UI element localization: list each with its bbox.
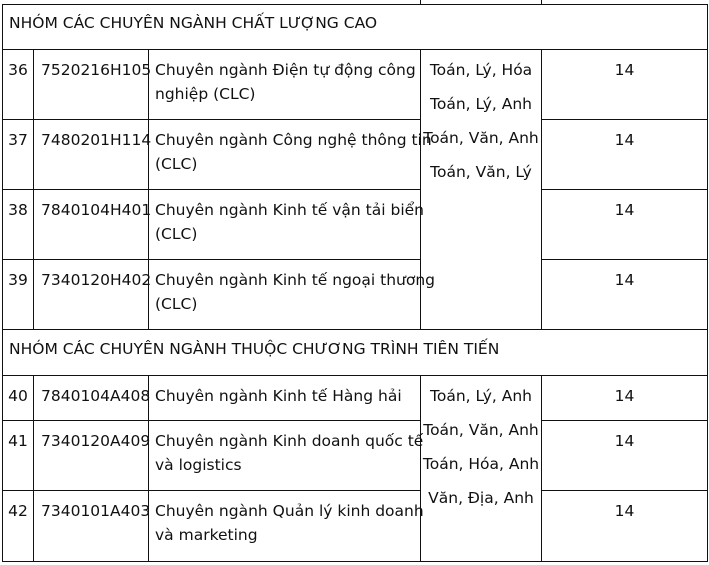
rule-row37-bottom bbox=[2, 189, 420, 190]
rule-row40-bottom bbox=[2, 420, 420, 421]
subject-combo: Văn, Địa, Anh bbox=[428, 489, 534, 507]
stt-cell: 42 bbox=[8, 502, 28, 520]
rule-group1-bottom bbox=[2, 329, 708, 330]
score-cell: 14 bbox=[614, 387, 635, 405]
name-line-1: Chuyên ngành Kinh tế Hàng hải bbox=[155, 387, 402, 405]
group-title: NHÓM CÁC CHUYÊN NGÀNH THUỘC CHƯƠNG TRÌNH TIÊN TIẾN bbox=[9, 340, 500, 358]
code-cell: 7340120A409 bbox=[41, 432, 151, 450]
rule-row36-bottom-score bbox=[541, 119, 708, 120]
name-line-2: nghiệp (CLC) bbox=[155, 85, 256, 103]
name-line-1: Chuyên ngành Kinh doanh quốc tế bbox=[155, 432, 424, 450]
rule-g1-stt bbox=[33, 49, 34, 330]
score-cell: 14 bbox=[614, 502, 635, 520]
stt-cell: 40 bbox=[8, 387, 28, 405]
stt-cell: 39 bbox=[8, 271, 28, 289]
rule-top bbox=[2, 4, 708, 5]
subject-combo: Toán, Văn, Lý bbox=[430, 163, 532, 181]
name-line-1: Chuyên ngành Kinh tế ngoại thương bbox=[155, 271, 435, 289]
rule-row38-bottom-score bbox=[541, 259, 708, 260]
name-line-2: (CLC) bbox=[155, 225, 198, 243]
name-line-2: (CLC) bbox=[155, 295, 198, 313]
name-line-1: Chuyên ngành Quản lý kinh doanh bbox=[155, 502, 424, 520]
rule-bottom bbox=[2, 561, 708, 562]
subject-combo: Toán, Lý, Anh bbox=[430, 387, 532, 405]
name-line-2: (CLC) bbox=[155, 155, 198, 173]
subject-combo: Toán, Văn, Anh bbox=[423, 129, 539, 147]
stt-cell: 36 bbox=[8, 61, 28, 79]
subject-combo: Toán, Lý, Hóa bbox=[429, 61, 533, 79]
rule-top-col2b bbox=[420, 0, 421, 5]
score-cell: 14 bbox=[614, 432, 635, 450]
rule-row41-bottom bbox=[2, 490, 420, 491]
name-line-1: Chuyên ngành Điện tự động công bbox=[155, 61, 416, 79]
rule-top-col3 bbox=[541, 0, 542, 5]
score-cell: 14 bbox=[614, 131, 635, 149]
name-line-2: và marketing bbox=[155, 526, 258, 544]
rule-row38-bottom bbox=[2, 259, 420, 260]
score-cell: 14 bbox=[614, 61, 635, 79]
code-cell: 7520216H105 bbox=[41, 61, 152, 79]
name-line-1: Chuyên ngành Kinh tế vận tải biển bbox=[155, 201, 424, 219]
rule-group1-header-bottom bbox=[2, 49, 708, 50]
subject-combo: Toán, Văn, Anh bbox=[423, 421, 539, 439]
subject-combo: Toán, Hóa, Anh bbox=[422, 455, 540, 473]
subject-combo: Toán, Lý, Anh bbox=[430, 95, 532, 113]
group-title: NHÓM CÁC CHUYÊN NGÀNH CHẤT LƯỢNG CAO bbox=[9, 14, 378, 32]
rule-g2-stt bbox=[33, 375, 34, 562]
code-cell: 7480201H114 bbox=[41, 131, 152, 149]
rule-row36-bottom bbox=[2, 119, 420, 120]
stt-cell: 41 bbox=[8, 432, 28, 450]
rule-row37-bottom-score bbox=[541, 189, 708, 190]
score-cell: 14 bbox=[614, 201, 635, 219]
name-line-1: Chuyên ngành Công nghệ thông tin bbox=[155, 131, 432, 149]
rule-right-edge bbox=[707, 4, 708, 562]
rule-row41-bottom-score bbox=[541, 490, 708, 491]
name-line-2: và logistics bbox=[155, 456, 242, 474]
code-cell: 7840104H401 bbox=[41, 201, 152, 219]
rule-group2-header-bottom bbox=[2, 375, 708, 376]
code-cell: 7340120H402 bbox=[41, 271, 152, 289]
code-cell: 7340101A403 bbox=[41, 502, 151, 520]
score-cell: 14 bbox=[614, 271, 635, 289]
code-cell: 7840104A408 bbox=[41, 387, 151, 405]
stt-cell: 37 bbox=[8, 131, 28, 149]
rule-row40-bottom-score bbox=[541, 420, 708, 421]
stt-cell: 38 bbox=[8, 201, 28, 219]
